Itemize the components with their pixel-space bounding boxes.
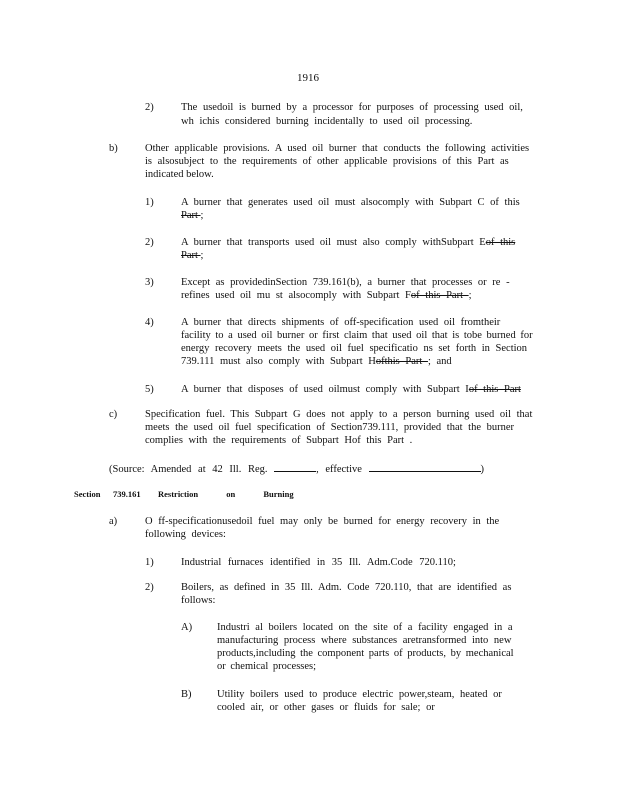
struck-text: Part (181, 250, 201, 261)
section-title: Restriction on Burning (158, 489, 294, 499)
item-sB-label: B) (181, 689, 192, 700)
item-b5-label: 5) (145, 384, 154, 395)
item-b4-label: 4) (145, 317, 154, 328)
item-sA-label: A) (181, 622, 193, 633)
item-b3-label: 3) (145, 277, 154, 288)
struck-text: of this Part (468, 384, 521, 395)
struck-text: ofthis Part (375, 356, 428, 367)
item-b2-label: 2) (145, 237, 154, 248)
blank-line (369, 461, 481, 472)
struck-text: of this (485, 237, 516, 248)
item-2-label: 2) (145, 102, 154, 113)
item-sa-label: a) (109, 516, 118, 527)
section-word: Section (74, 489, 101, 499)
item-sa1-text: Industrial furnaces identified in 35 Ill. Adm.Code 720.110; (181, 557, 456, 568)
section-number: 739.161 (113, 489, 141, 499)
page-number: 1916 (297, 72, 319, 84)
item-sa2-label: 2) (145, 582, 154, 593)
source-note: (Source: Amended at 42 Ill. Reg. , effective ) (109, 461, 484, 477)
struck-text: of this Part (410, 290, 469, 301)
item-b1-label: 1) (145, 197, 154, 208)
blank-line (274, 461, 316, 472)
item-b-label: b) (109, 143, 118, 154)
item-c-label: c) (109, 409, 118, 420)
item-sa1-label: 1) (145, 557, 154, 568)
struck-text: Part (181, 210, 201, 221)
